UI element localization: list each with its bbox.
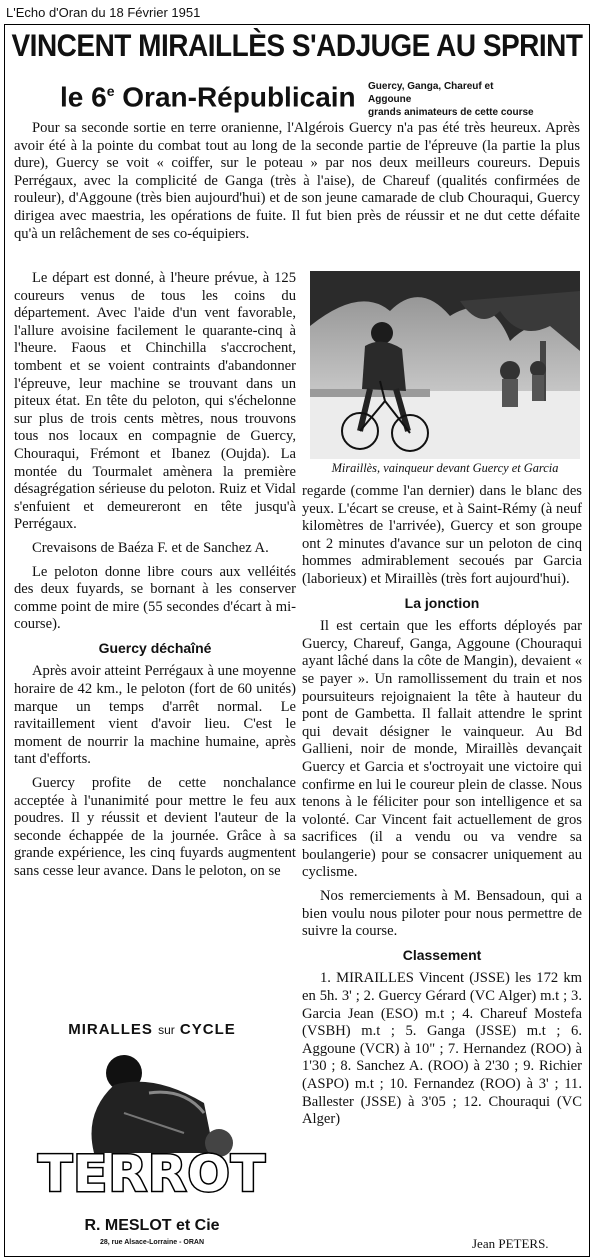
intro-paragraph-block	[14, 120, 580, 243]
ad-address: 28, rue Alsace-Lorraine - ORAN	[100, 1239, 204, 1246]
paragraph-crevaisons: Crevaisons de Baéza F. et de Sanchez A.	[32, 539, 269, 556]
paragraph-peloton: Le peloton donne libre cours aux velléités des deux fuyards, se bornant à les conserver comme point de mire (55 secondes d'écart à mi-course).	[14, 563, 296, 633]
kicker	[368, 80, 538, 119]
kicker-line-1: Guercy, Ganga, Chareuf et Aggoune	[368, 81, 494, 105]
race-photo-image	[310, 271, 580, 459]
author-signature: Jean PETERS.	[472, 1236, 549, 1251]
source-line: L'Echo d'Oran du 18 Février 1951	[6, 5, 201, 20]
headline: VINCENT MIRAILLÈS S'ADJUGE AU SPRINT	[11, 28, 583, 63]
subheadline	[60, 74, 356, 114]
section-title-guercy: Guercy déchaîné	[98, 639, 212, 656]
paragraph-nonchalance: Guercy profite de cette nonchalance acceptée à l'unanimité pour mettre le feu aux poudres. Il y réussit et devient l'auteur de la seconde échappée de la journée. Grâce à sa grande expérience, les cinq fuyards augmentent sans cesse leur avance. Dans le peloton, on se	[14, 775, 296, 879]
ad-brand: TERROT	[38, 1145, 266, 1203]
section-title-classement: Classement	[402, 946, 482, 963]
ad-top-mid: sur	[158, 1023, 175, 1037]
subhead-sup: e	[106, 83, 115, 99]
race-photo	[310, 271, 580, 459]
section-title-jonction: La jonction	[404, 594, 480, 611]
ad-dealer: R. MESLOT et Cie	[84, 1217, 220, 1234]
ad-headline	[14, 1021, 290, 1038]
ad-top-right: CYCLE	[179, 1021, 236, 1038]
subhead-prefix: le 6	[60, 81, 107, 113]
paragraph-perregaux: Après avoir atteint Perrégaux à une moyenne horaire de 42 km., le peloton (fort de 60 unités) marque un temps d'arrêt normal. Le ravitaillement vient d'avoir lieu. C'est le moment de nourrir la machine humaine, après tant d'efforts.	[14, 663, 296, 768]
paragraph-efforts: Il est certain que les efforts déployés par Guercy, Chareuf, Ganga, Aggoune (Chouraqui ayant lâché dans la côte de Mangin), devaient « se payer ». Un ramollissement du train et nos poursuiteurs rejoignaient la tête à hauteur du pont de Gambetta. Il fallait attendre le sprint qui devait désigner le vainqueur. Au Bd Gallieni, noir de monde, Miraillès devançait Guercy et Garcia et s'octroyait une victoire qui confirme en lui le coureur plein de classe. Nous tenons à le féliciter pour son intelligence et sa volonté. Car Vincent fait actuellement de gros sacrifices (il a vendu ou va vendre sa boulangerie) pour se consacrer uniquement au cyclisme.	[302, 618, 582, 881]
terrot-advertisement	[14, 1017, 290, 1255]
intro-paragraph: Pour sa seconde sortie en terre oranienne, l'Algérois Guercy n'a pas été très heureux. Après avoir été à la pointe du combat tout au long de la seconde partie de l'épreuve (la partie la plus dure), Guercy se voit « coiffer, sur le poteau » par nos deux meilleurs coureurs. Depuis Perrégaux, avec la complicité de Ganga (très à l'aise), de Chareuf (qualités confirmées de rouleur), d'Aggoune (très bien aujourd'hui) et de son jeune camarade de club Chouraqui, Guercy dirigea avec maestria, les opérations de fuite. Il fut bien près de réussir et ne dut cette défaite qu'à un relâchement de ses co-équipiers.	[14, 120, 580, 242]
paragraph-depart: Le départ est donné, à l'heure prévue, à 125 coureurs venus de tous les coins du département. Avec l'aide d'un vent favorable, l'allure avoisine facilement le quarante-cinq à l'heure. Faous et Chinchilla s'accrochent, tombent et se voient contraints d'abandonner l'épreuve, leur machine se trouvant dans un piteux état. En tête du peloton, qui s'échelonne sur plus de trois cents mètres, nous trouvons tous nos locaux en compagnie de Guercy, Chouraqui, Frémont et Ibanez (Oujda). La montée du Tourmalet amènera la première désagrégation sérieuse du peloton. Ruiz et Vidal s'enfuient et demeureront en tête jusqu'à Perrégaux.	[14, 270, 296, 533]
subhead-rest: Oran-Républicain	[114, 81, 356, 113]
classement-list: 1. MIRAILLES Vincent (JSSE) les 172 km en 5h. 3' ; 2. Guercy Gérard (VC Alger) m.t ; 3. Garcia Jean (ESO) m.t ; 4. Chareuf Mostefa (VSBH) m.t ; 5. Ganga (JSSE) m.t ; 6. Aggoune (VCR) à 10" ; 7. Hernandez (ROO) à 1'30 ; 8. Sanchez A. (ROO) à 2'30 ; 9. Richier (ASPO) m.t ; 10. Fernandez (ROO) à 3' ; 11. Ballester (JSSE) à 3'05 ; 12. Chouraqui (VC Alger)	[302, 970, 582, 1128]
photo-caption: Miraillès, vainqueur devant Guercy et Garcia	[331, 461, 559, 475]
left-column	[14, 270, 296, 887]
paragraph-remerciements: Nos remerciements à M. Bensadoun, qui a bien voulu nous piloter pour nous permettre de suivre la course.	[302, 888, 582, 940]
kicker-line-2: grands animateurs de cette course	[368, 107, 534, 118]
ad-top-left: MIRALLES	[68, 1021, 153, 1038]
right-column	[302, 483, 582, 1135]
paragraph-continuation: regarde (comme l'an dernier) dans le blanc des yeux. L'écart se creuse, et à Saint-Rémy (à neuf kilomètres de l'arrivée), Guercy et son groupe ont 2 minutes d'avance sur un peloton de cinq hommes admirablement secoués par Garcia (laborieux) et Miraillès (très fort aujourd'hui).	[302, 483, 582, 587]
